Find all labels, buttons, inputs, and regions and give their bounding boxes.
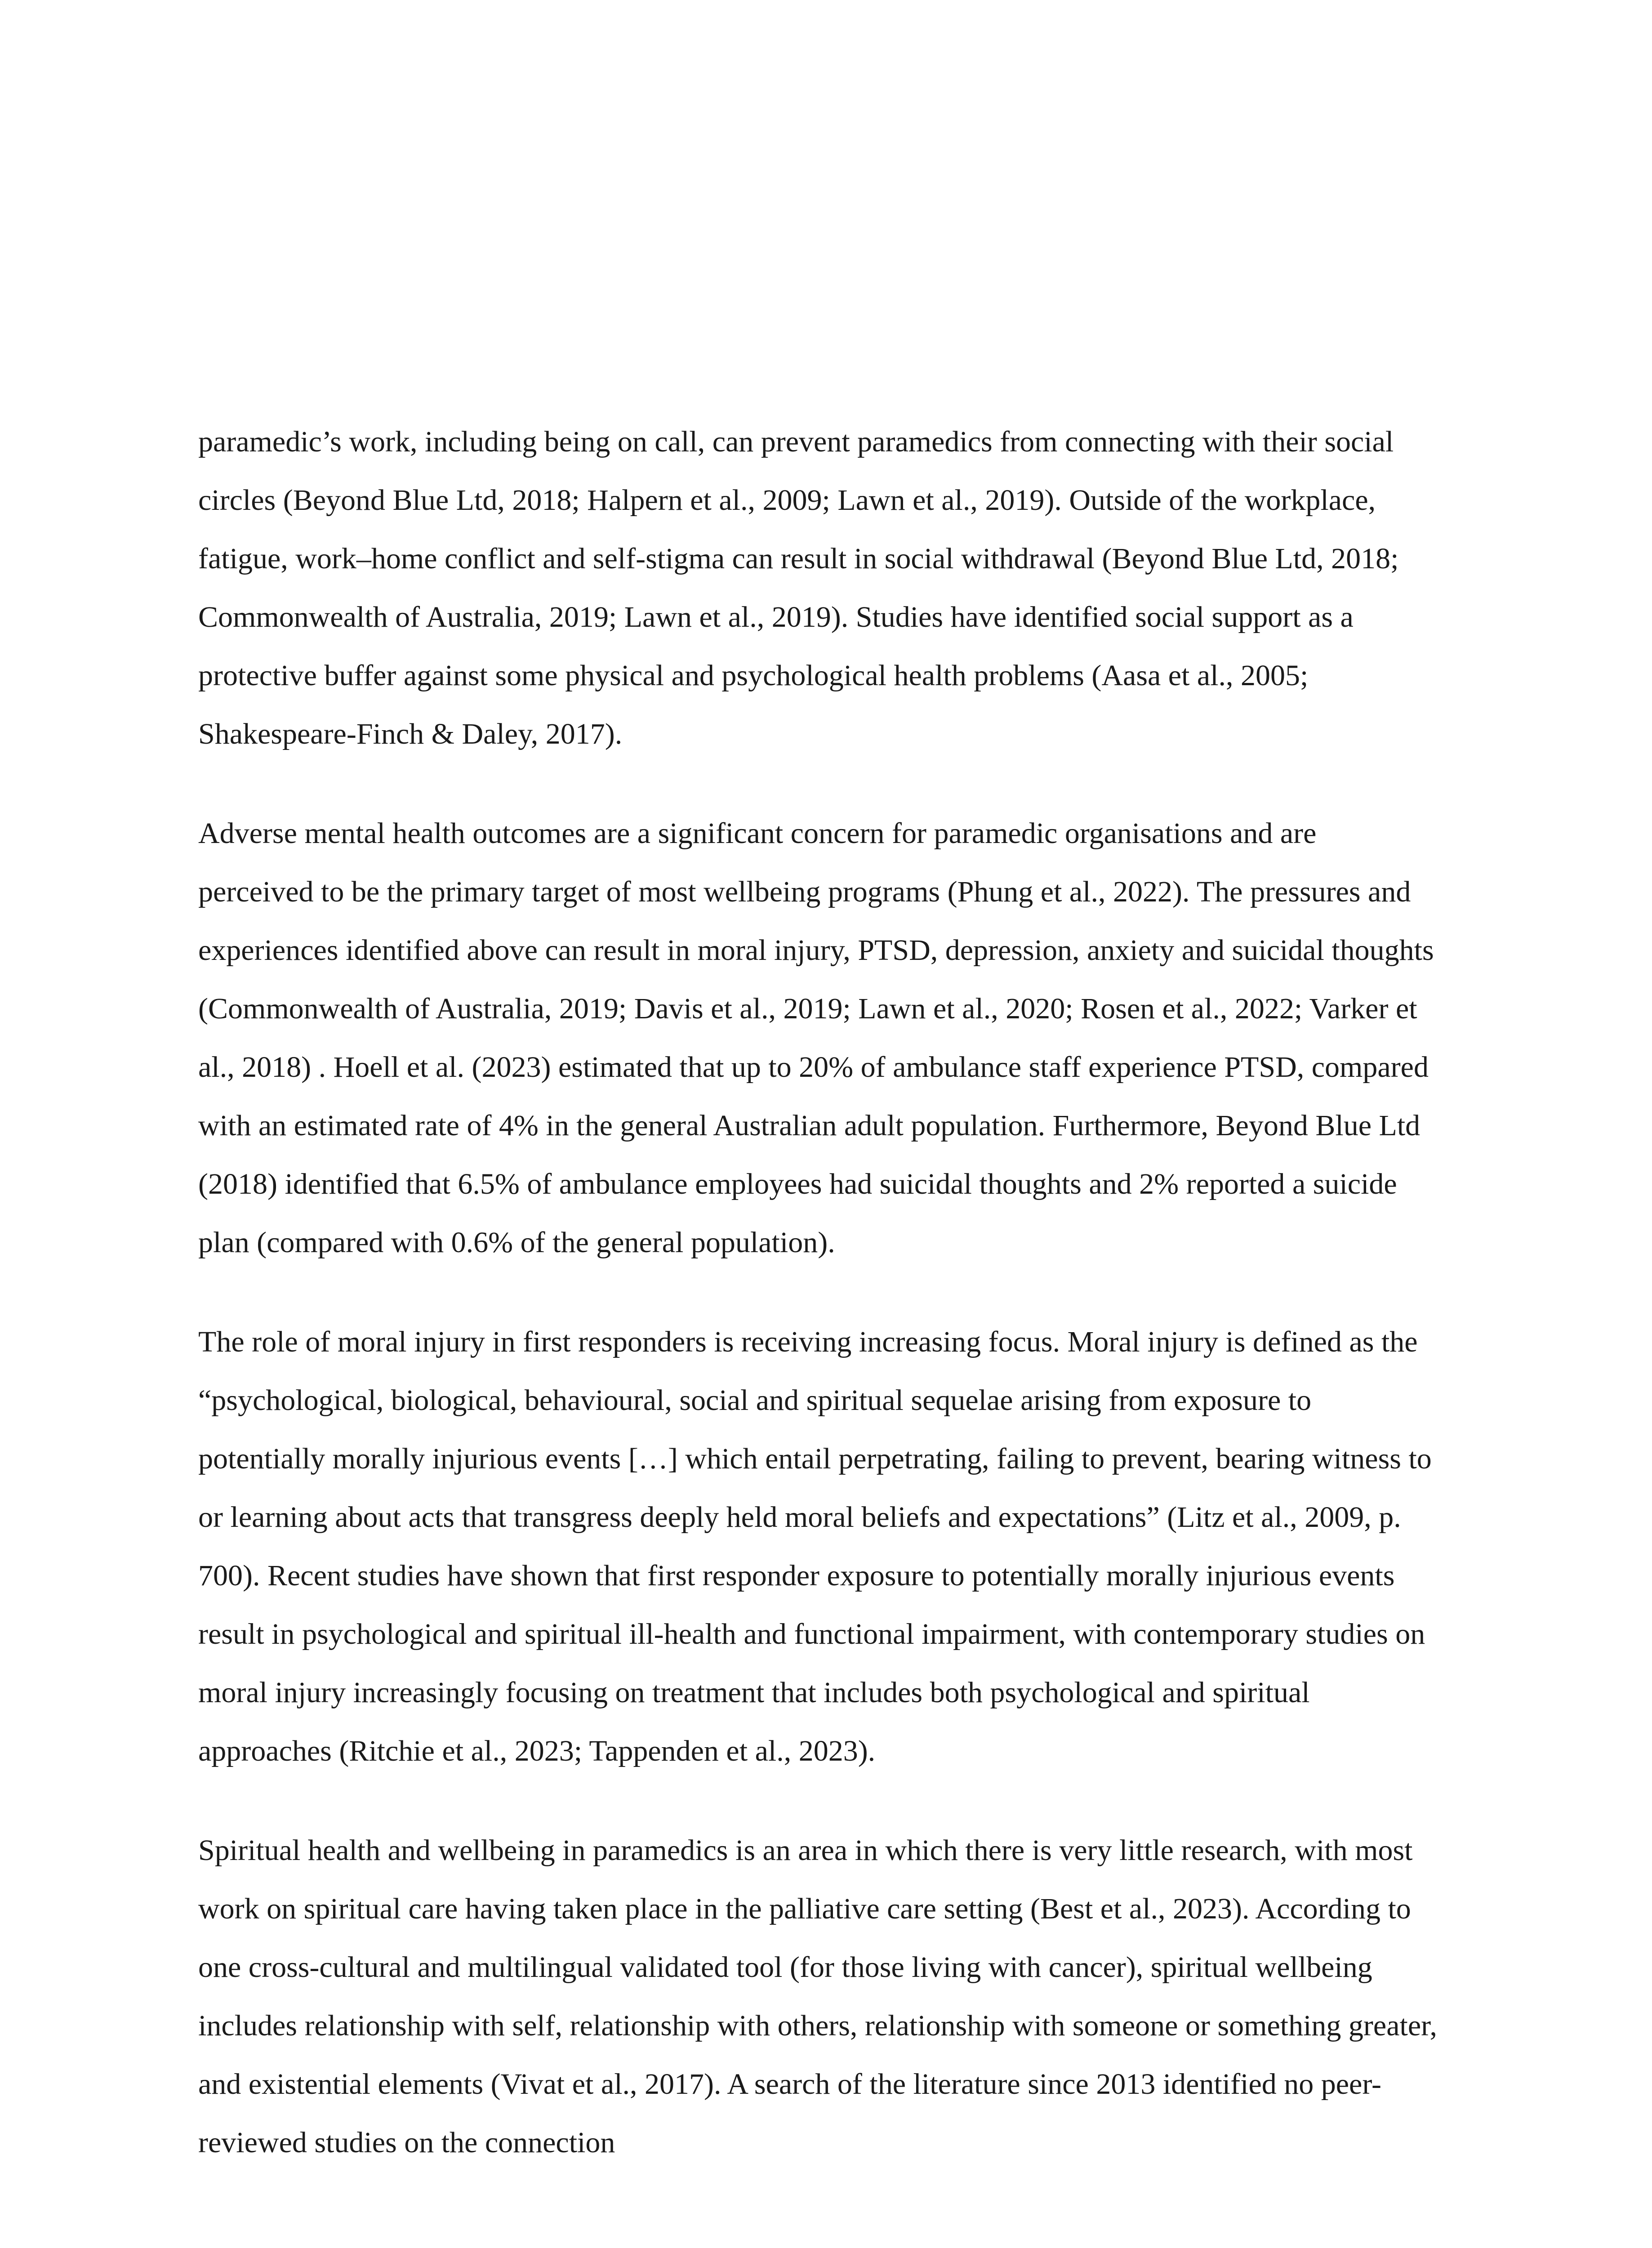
paragraph-spiritual-health: Spiritual health and wellbeing in paramedics is an area in which there is very little research, with most work on spiritual care having taken place in the palliative care setting (Best et al., 2023). According to one cross-cultural and multilingual validated tool (for those living with cancer), spiritual wellbeing includes relationship with self, relationship with others, relationship with someone or something greater, and existential elements (Vivat et al., 2017). A search of the literature since 2013 identified no peer-reviewed studies on the connection [198,1834,1437,2159]
paragraph-moral-injury: The role of moral injury in first responders is receiving increasing focus. Moral injury is defined as the “psychological, biological, behavioural, social and spiritual sequelae arising from exposure to potentially morally injurious events […] which entail perpetrating, failing to prevent, bearing witness to or learning about acts that transgress deeply held moral beliefs and expectations” (Litz et al., 2009, p. 700). Recent studies have shown that first responder exposure to potentially morally injurious events result in psychological and spiritual ill-health and functional impairment, with contemporary studies on moral injury increasingly focusing on treatment that includes both psychological and spiritual approaches (Ritchie et al., 2023; Tappenden et al., 2023). [198,1325,1432,1767]
paragraph-social-withdrawal: paramedic’s work, including being on call, can prevent paramedics from connecting with their social circles (Beyond Blue Ltd, 2018; Halpern et al., 2009; Lawn et al., 2019). Outside of the workplace, fatigue, work–home conflict and self-stigma can result in social withdrawal (Beyond Blue Ltd, 2018; Commonwealth of Australia, 2019; Lawn et al., 2019). Studies have identified social support as a protective buffer against some physical and psychological health problems (Aasa et al., 2005; Shakespeare-Finch & Daley, 2017). [198,425,1399,750]
paragraph-mental-health-outcomes: Adverse mental health outcomes are a significant concern for paramedic organisations and are perceived to be the primary target of most wellbeing programs (Phung et al., 2022). The pressures and experiences identified above can result in moral injury, PTSD, depression, anxiety and suicidal thoughts (Commonwealth of Australia, 2019; Davis et al., 2019; Lawn et al., 2020; Rosen et al., 2022; Varker et al., 2018) . Hoell et al. (2023) estimated that up to 20% of ambulance staff experience PTSD, compared with an estimated rate of 4% in the general Australian adult population. Furthermore, Beyond Blue Ltd (2018) identified that 6.5% of ambulance employees had suicidal thoughts and 2% reported a suicide plan (compared with 0.6% of the general population). [198,817,1434,1259]
body-text [198,413,1439,2213]
